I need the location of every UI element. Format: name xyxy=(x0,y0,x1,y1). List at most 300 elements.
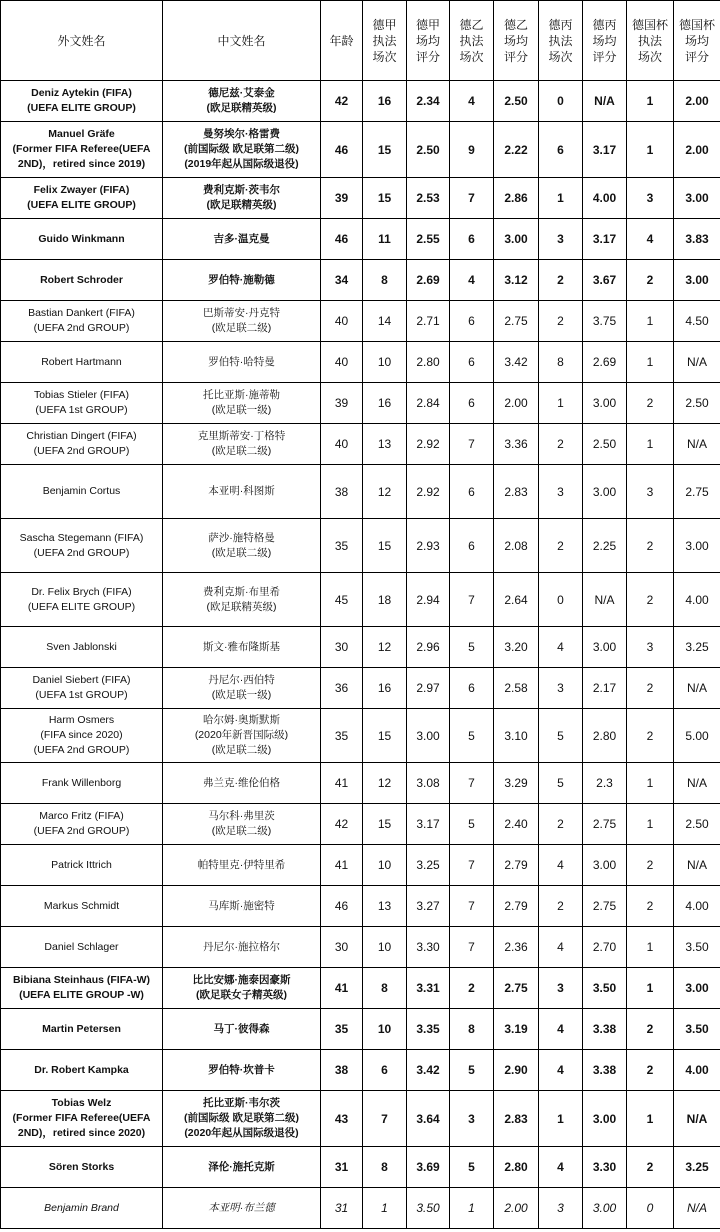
header-3liga-rating: 德丙 场均 评分 xyxy=(583,1,627,81)
cell-chinese-name: 克里斯蒂安·丁格特 (欧足联二级) xyxy=(163,424,321,465)
cell-3liga-rating: 2.70 xyxy=(583,927,627,968)
cell-age: 35 xyxy=(321,1009,363,1050)
header-bundesliga-matches: 德甲 执法 场次 xyxy=(363,1,407,81)
cell-age: 38 xyxy=(321,1050,363,1091)
cell-bundesliga-matches: 12 xyxy=(363,763,407,804)
cell-bundesliga-matches: 12 xyxy=(363,465,407,519)
cell-foreign-name: Felix Zwayer (FIFA) (UEFA ELITE GROUP) xyxy=(1,178,163,219)
cell-foreign-name: Christian Dingert (FIFA) (UEFA 2nd GROUP) xyxy=(1,424,163,465)
cell-age: 39 xyxy=(321,383,363,424)
cell-age: 38 xyxy=(321,465,363,519)
cell-bundesliga-matches: 15 xyxy=(363,709,407,763)
cell-3liga-matches: 3 xyxy=(539,219,583,260)
cell-bundesliga-rating: 3.27 xyxy=(407,886,450,927)
cell-bundesliga-rating: 2.92 xyxy=(407,424,450,465)
cell-2bundesliga-rating: 2.90 xyxy=(494,1050,539,1091)
cell-2bundesliga-matches: 7 xyxy=(450,845,494,886)
cell-2bundesliga-matches: 6 xyxy=(450,668,494,709)
cell-bundesliga-matches: 8 xyxy=(363,260,407,301)
cell-3liga-rating: 3.30 xyxy=(583,1147,627,1188)
cell-chinese-name: 本亚明·科图斯 xyxy=(163,465,321,519)
cell-foreign-name: Harm Osmers (FIFA since 2020) (UEFA 2nd GROUP) xyxy=(1,709,163,763)
cell-dfb-cup-rating: 3.00 xyxy=(674,178,720,219)
header-bundesliga-rating: 德甲 场均 评分 xyxy=(407,1,450,81)
table-row xyxy=(1,927,720,968)
cell-2bundesliga-matches: 7 xyxy=(450,424,494,465)
cell-bundesliga-rating: 3.30 xyxy=(407,927,450,968)
cell-bundesliga-rating: 3.64 xyxy=(407,1091,450,1147)
table-row xyxy=(1,1188,720,1229)
cell-3liga-rating: 3.00 xyxy=(583,1091,627,1147)
cell-3liga-rating: 2.17 xyxy=(583,668,627,709)
table-row xyxy=(1,465,720,519)
cell-dfb-cup-matches: 3 xyxy=(627,465,674,519)
cell-dfb-cup-matches: 2 xyxy=(627,1050,674,1091)
cell-3liga-matches: 2 xyxy=(539,886,583,927)
cell-2bundesliga-rating: 2.64 xyxy=(494,573,539,627)
cell-3liga-matches: 4 xyxy=(539,1009,583,1050)
cell-2bundesliga-rating: 3.19 xyxy=(494,1009,539,1050)
cell-3liga-matches: 3 xyxy=(539,668,583,709)
cell-3liga-matches: 6 xyxy=(539,122,583,178)
cell-dfb-cup-matches: 3 xyxy=(627,178,674,219)
cell-3liga-rating: 2.25 xyxy=(583,519,627,573)
cell-2bundesliga-matches: 7 xyxy=(450,178,494,219)
cell-3liga-rating: N/A xyxy=(583,573,627,627)
cell-dfb-cup-rating: N/A xyxy=(674,1188,720,1229)
cell-foreign-name: Benjamin Cortus xyxy=(1,465,163,519)
cell-3liga-rating: 3.17 xyxy=(583,122,627,178)
cell-dfb-cup-rating: 4.50 xyxy=(674,301,720,342)
cell-2bundesliga-matches: 6 xyxy=(450,301,494,342)
cell-foreign-name: Bibiana Steinhaus (FIFA-W) (UEFA ELITE GROUP -W) xyxy=(1,968,163,1009)
cell-dfb-cup-matches: 2 xyxy=(627,1009,674,1050)
cell-age: 30 xyxy=(321,927,363,968)
cell-dfb-cup-matches: 2 xyxy=(627,709,674,763)
cell-2bundesliga-rating: 2.22 xyxy=(494,122,539,178)
cell-3liga-matches: 2 xyxy=(539,301,583,342)
table-row xyxy=(1,519,720,573)
cell-bundesliga-matches: 10 xyxy=(363,845,407,886)
cell-dfb-cup-matches: 1 xyxy=(627,424,674,465)
table-row xyxy=(1,573,720,627)
cell-age: 35 xyxy=(321,519,363,573)
cell-bundesliga-rating: 3.00 xyxy=(407,709,450,763)
cell-bundesliga-matches: 8 xyxy=(363,968,407,1009)
cell-3liga-rating: 3.38 xyxy=(583,1009,627,1050)
cell-foreign-name: Manuel Gräfe (Former FIFA Referee(UEFA 2ND)，retired since 2019) xyxy=(1,122,163,178)
cell-dfb-cup-rating: 3.25 xyxy=(674,627,720,668)
cell-3liga-rating: 3.00 xyxy=(583,383,627,424)
table-row xyxy=(1,886,720,927)
cell-chinese-name: 曼努埃尔·格雷费 (前国际级 欧足联第二级) (2019年起从国际级退役) xyxy=(163,122,321,178)
cell-bundesliga-matches: 16 xyxy=(363,81,407,122)
cell-3liga-matches: 4 xyxy=(539,845,583,886)
cell-3liga-rating: 2.3 xyxy=(583,763,627,804)
cell-chinese-name: 罗伯特·哈特曼 xyxy=(163,342,321,383)
cell-dfb-cup-matches: 2 xyxy=(627,668,674,709)
cell-dfb-cup-rating: N/A xyxy=(674,763,720,804)
cell-age: 40 xyxy=(321,342,363,383)
cell-dfb-cup-matches: 2 xyxy=(627,886,674,927)
table-row xyxy=(1,845,720,886)
cell-dfb-cup-rating: 2.00 xyxy=(674,122,720,178)
cell-2bundesliga-rating: 2.50 xyxy=(494,81,539,122)
cell-2bundesliga-matches: 5 xyxy=(450,627,494,668)
cell-3liga-matches: 4 xyxy=(539,1050,583,1091)
cell-chinese-name: 罗伯特·坎普卡 xyxy=(163,1050,321,1091)
cell-dfb-cup-rating: 3.00 xyxy=(674,260,720,301)
cell-3liga-rating: 3.38 xyxy=(583,1050,627,1091)
cell-bundesliga-rating: 2.93 xyxy=(407,519,450,573)
cell-bundesliga-matches: 12 xyxy=(363,627,407,668)
cell-bundesliga-matches: 10 xyxy=(363,1009,407,1050)
cell-foreign-name: Daniel Siebert (FIFA) (UEFA 1st GROUP) xyxy=(1,668,163,709)
cell-2bundesliga-rating: 2.80 xyxy=(494,1147,539,1188)
cell-2bundesliga-rating: 2.83 xyxy=(494,465,539,519)
cell-dfb-cup-matches: 2 xyxy=(627,519,674,573)
cell-age: 36 xyxy=(321,668,363,709)
cell-dfb-cup-matches: 1 xyxy=(627,804,674,845)
cell-dfb-cup-rating: 3.50 xyxy=(674,1009,720,1050)
cell-bundesliga-rating: 2.84 xyxy=(407,383,450,424)
header-row xyxy=(1,1,720,81)
cell-dfb-cup-rating: 3.00 xyxy=(674,968,720,1009)
table-row xyxy=(1,342,720,383)
cell-2bundesliga-matches: 8 xyxy=(450,1009,494,1050)
cell-2bundesliga-matches: 7 xyxy=(450,886,494,927)
cell-2bundesliga-matches: 7 xyxy=(450,927,494,968)
cell-chinese-name: 丹尼尔·西伯特 (欧足联一级) xyxy=(163,668,321,709)
table-row xyxy=(1,804,720,845)
cell-foreign-name: Robert Hartmann xyxy=(1,342,163,383)
cell-3liga-matches: 1 xyxy=(539,383,583,424)
cell-2bundesliga-rating: 2.79 xyxy=(494,845,539,886)
cell-dfb-cup-rating: 3.83 xyxy=(674,219,720,260)
table-row xyxy=(1,383,720,424)
cell-3liga-matches: 3 xyxy=(539,465,583,519)
cell-chinese-name: 马尔科·弗里茨 (欧足联二级) xyxy=(163,804,321,845)
cell-bundesliga-matches: 7 xyxy=(363,1091,407,1147)
cell-chinese-name: 萨沙·施特格曼 (欧足联二级) xyxy=(163,519,321,573)
cell-dfb-cup-rating: 2.00 xyxy=(674,81,720,122)
cell-3liga-matches: 5 xyxy=(539,763,583,804)
cell-bundesliga-matches: 13 xyxy=(363,424,407,465)
cell-foreign-name: Frank Willenborg xyxy=(1,763,163,804)
cell-dfb-cup-rating: 2.75 xyxy=(674,465,720,519)
cell-bundesliga-rating: 2.55 xyxy=(407,219,450,260)
cell-foreign-name: Tobias Welz (Former FIFA Referee(UEFA 2ND)，retired since 2020) xyxy=(1,1091,163,1147)
cell-dfb-cup-matches: 2 xyxy=(627,1147,674,1188)
header-chinese-name: 中文姓名 xyxy=(163,1,321,81)
cell-foreign-name: Sascha Stegemann (FIFA) (UEFA 2nd GROUP) xyxy=(1,519,163,573)
cell-3liga-rating: 3.00 xyxy=(583,465,627,519)
cell-age: 34 xyxy=(321,260,363,301)
cell-bundesliga-rating: 2.92 xyxy=(407,465,450,519)
cell-2bundesliga-matches: 6 xyxy=(450,219,494,260)
cell-dfb-cup-rating: 4.00 xyxy=(674,573,720,627)
cell-dfb-cup-matches: 1 xyxy=(627,1091,674,1147)
cell-chinese-name: 比比安娜·施泰因豪斯 (欧足联女子精英级) xyxy=(163,968,321,1009)
cell-2bundesliga-matches: 1 xyxy=(450,1188,494,1229)
cell-2bundesliga-matches: 4 xyxy=(450,260,494,301)
header-2bundesliga-rating: 德乙 场均 评分 xyxy=(494,1,539,81)
table-row xyxy=(1,1091,720,1147)
cell-3liga-matches: 0 xyxy=(539,81,583,122)
cell-dfb-cup-matches: 1 xyxy=(627,763,674,804)
cell-3liga-matches: 4 xyxy=(539,927,583,968)
cell-2bundesliga-matches: 5 xyxy=(450,709,494,763)
table-row xyxy=(1,219,720,260)
cell-age: 41 xyxy=(321,763,363,804)
cell-2bundesliga-rating: 3.10 xyxy=(494,709,539,763)
table-row xyxy=(1,763,720,804)
table-row xyxy=(1,81,720,122)
cell-dfb-cup-rating: 2.50 xyxy=(674,804,720,845)
cell-chinese-name: 斯文·雅布隆斯基 xyxy=(163,627,321,668)
cell-age: 31 xyxy=(321,1188,363,1229)
cell-2bundesliga-rating: 2.75 xyxy=(494,301,539,342)
cell-bundesliga-rating: 2.53 xyxy=(407,178,450,219)
cell-dfb-cup-matches: 3 xyxy=(627,627,674,668)
cell-age: 45 xyxy=(321,573,363,627)
cell-3liga-rating: 3.00 xyxy=(583,627,627,668)
cell-dfb-cup-matches: 4 xyxy=(627,219,674,260)
cell-age: 40 xyxy=(321,301,363,342)
cell-3liga-rating: 2.69 xyxy=(583,342,627,383)
cell-foreign-name: Markus Schmidt xyxy=(1,886,163,927)
cell-bundesliga-rating: 2.50 xyxy=(407,122,450,178)
cell-3liga-matches: 4 xyxy=(539,1147,583,1188)
table-row xyxy=(1,260,720,301)
cell-dfb-cup-rating: 3.00 xyxy=(674,519,720,573)
cell-bundesliga-rating: 3.69 xyxy=(407,1147,450,1188)
cell-2bundesliga-matches: 7 xyxy=(450,573,494,627)
table-row xyxy=(1,1009,720,1050)
cell-dfb-cup-matches: 2 xyxy=(627,845,674,886)
cell-foreign-name: Benjamin Brand xyxy=(1,1188,163,1229)
cell-2bundesliga-rating: 3.42 xyxy=(494,342,539,383)
cell-2bundesliga-rating: 2.00 xyxy=(494,1188,539,1229)
cell-3liga-rating: N/A xyxy=(583,81,627,122)
cell-2bundesliga-rating: 2.79 xyxy=(494,886,539,927)
cell-dfb-cup-rating: N/A xyxy=(674,342,720,383)
cell-chinese-name: 托比亚斯·施蒂勒 (欧足联一级) xyxy=(163,383,321,424)
cell-foreign-name: Sven Jablonski xyxy=(1,627,163,668)
cell-dfb-cup-rating: 3.50 xyxy=(674,927,720,968)
cell-age: 31 xyxy=(321,1147,363,1188)
cell-2bundesliga-rating: 3.36 xyxy=(494,424,539,465)
cell-3liga-rating: 3.17 xyxy=(583,219,627,260)
cell-3liga-matches: 1 xyxy=(539,178,583,219)
cell-2bundesliga-matches: 3 xyxy=(450,1091,494,1147)
cell-dfb-cup-matches: 1 xyxy=(627,122,674,178)
cell-age: 42 xyxy=(321,804,363,845)
cell-age: 42 xyxy=(321,81,363,122)
table-row xyxy=(1,1147,720,1188)
cell-2bundesliga-rating: 2.58 xyxy=(494,668,539,709)
cell-dfb-cup-matches: 1 xyxy=(627,968,674,1009)
cell-dfb-cup-matches: 0 xyxy=(627,1188,674,1229)
table-row xyxy=(1,968,720,1009)
cell-2bundesliga-rating: 3.00 xyxy=(494,219,539,260)
cell-bundesliga-rating: 2.94 xyxy=(407,573,450,627)
cell-2bundesliga-matches: 2 xyxy=(450,968,494,1009)
cell-chinese-name: 帕特里克·伊特里希 xyxy=(163,845,321,886)
cell-2bundesliga-matches: 5 xyxy=(450,804,494,845)
cell-bundesliga-matches: 13 xyxy=(363,886,407,927)
cell-foreign-name: Daniel Schlager xyxy=(1,927,163,968)
cell-bundesliga-rating: 2.34 xyxy=(407,81,450,122)
cell-chinese-name: 弗兰克·维伦伯格 xyxy=(163,763,321,804)
cell-chinese-name: 本亚明·布兰德 xyxy=(163,1188,321,1229)
cell-dfb-cup-rating: N/A xyxy=(674,668,720,709)
cell-dfb-cup-matches: 1 xyxy=(627,342,674,383)
cell-dfb-cup-matches: 2 xyxy=(627,573,674,627)
cell-dfb-cup-matches: 2 xyxy=(627,260,674,301)
cell-age: 35 xyxy=(321,709,363,763)
cell-bundesliga-rating: 3.35 xyxy=(407,1009,450,1050)
cell-3liga-rating: 3.00 xyxy=(583,845,627,886)
cell-chinese-name: 丹尼尔·施拉格尔 xyxy=(163,927,321,968)
cell-foreign-name: Martin Petersen xyxy=(1,1009,163,1050)
cell-foreign-name: Bastian Dankert (FIFA) (UEFA 2nd GROUP) xyxy=(1,301,163,342)
cell-bundesliga-rating: 2.80 xyxy=(407,342,450,383)
cell-bundesliga-matches: 16 xyxy=(363,383,407,424)
cell-foreign-name: Robert Schroder xyxy=(1,260,163,301)
cell-dfb-cup-rating: 4.00 xyxy=(674,1050,720,1091)
cell-foreign-name: Sören Storks xyxy=(1,1147,163,1188)
cell-2bundesliga-rating: 3.29 xyxy=(494,763,539,804)
table-row xyxy=(1,122,720,178)
cell-chinese-name: 吉多·温克曼 xyxy=(163,219,321,260)
cell-2bundesliga-matches: 7 xyxy=(450,763,494,804)
cell-3liga-matches: 2 xyxy=(539,424,583,465)
cell-bundesliga-rating: 3.50 xyxy=(407,1188,450,1229)
cell-bundesliga-rating: 2.71 xyxy=(407,301,450,342)
cell-bundesliga-rating: 2.69 xyxy=(407,260,450,301)
cell-3liga-matches: 2 xyxy=(539,804,583,845)
cell-age: 46 xyxy=(321,122,363,178)
cell-bundesliga-matches: 1 xyxy=(363,1188,407,1229)
cell-dfb-cup-rating: N/A xyxy=(674,1091,720,1147)
table-row xyxy=(1,178,720,219)
cell-dfb-cup-rating: N/A xyxy=(674,845,720,886)
cell-2bundesliga-rating: 3.12 xyxy=(494,260,539,301)
cell-3liga-matches: 0 xyxy=(539,573,583,627)
cell-3liga-matches: 8 xyxy=(539,342,583,383)
cell-2bundesliga-matches: 6 xyxy=(450,383,494,424)
cell-age: 41 xyxy=(321,968,363,1009)
header-age: 年龄 xyxy=(321,1,363,81)
cell-age: 39 xyxy=(321,178,363,219)
cell-2bundesliga-rating: 3.20 xyxy=(494,627,539,668)
header-2bundesliga-matches: 德乙 执法 场次 xyxy=(450,1,494,81)
cell-chinese-name: 巴斯蒂安·丹克特 (欧足联二级) xyxy=(163,301,321,342)
cell-age: 43 xyxy=(321,1091,363,1147)
cell-age: 46 xyxy=(321,219,363,260)
cell-2bundesliga-matches: 6 xyxy=(450,465,494,519)
cell-3liga-rating: 2.80 xyxy=(583,709,627,763)
cell-dfb-cup-matches: 1 xyxy=(627,301,674,342)
cell-3liga-rating: 2.75 xyxy=(583,804,627,845)
cell-chinese-name: 罗伯特·施勒德 xyxy=(163,260,321,301)
cell-age: 30 xyxy=(321,627,363,668)
table-row xyxy=(1,627,720,668)
cell-chinese-name: 费利克斯·茨韦尔 (欧足联精英级) xyxy=(163,178,321,219)
cell-dfb-cup-rating: 2.50 xyxy=(674,383,720,424)
header-dfb-cup-rating: 德国杯 场均 评分 xyxy=(674,1,720,81)
cell-dfb-cup-matches: 1 xyxy=(627,81,674,122)
cell-3liga-rating: 3.00 xyxy=(583,1188,627,1229)
cell-bundesliga-matches: 11 xyxy=(363,219,407,260)
cell-bundesliga-matches: 15 xyxy=(363,519,407,573)
table-row xyxy=(1,1050,720,1091)
cell-chinese-name: 哈尔姆·奥斯默斯 (2020年新晋国际级) (欧足联二级) xyxy=(163,709,321,763)
cell-2bundesliga-matches: 6 xyxy=(450,342,494,383)
table-row xyxy=(1,301,720,342)
table-row xyxy=(1,424,720,465)
cell-chinese-name: 马丁·彼得森 xyxy=(163,1009,321,1050)
cell-dfb-cup-matches: 2 xyxy=(627,383,674,424)
cell-2bundesliga-matches: 5 xyxy=(450,1147,494,1188)
cell-2bundesliga-rating: 2.36 xyxy=(494,927,539,968)
table-row xyxy=(1,709,720,763)
cell-bundesliga-rating: 3.31 xyxy=(407,968,450,1009)
cell-bundesliga-matches: 14 xyxy=(363,301,407,342)
cell-bundesliga-rating: 2.96 xyxy=(407,627,450,668)
cell-3liga-rating: 3.50 xyxy=(583,968,627,1009)
cell-bundesliga-matches: 10 xyxy=(363,927,407,968)
cell-foreign-name: Tobias Stieler (FIFA) (UEFA 1st GROUP) xyxy=(1,383,163,424)
cell-3liga-matches: 3 xyxy=(539,968,583,1009)
cell-3liga-rating: 4.00 xyxy=(583,178,627,219)
cell-2bundesliga-matches: 4 xyxy=(450,81,494,122)
cell-foreign-name: Guido Winkmann xyxy=(1,219,163,260)
cell-foreign-name: Patrick Ittrich xyxy=(1,845,163,886)
cell-age: 41 xyxy=(321,845,363,886)
cell-2bundesliga-rating: 2.08 xyxy=(494,519,539,573)
cell-bundesliga-matches: 8 xyxy=(363,1147,407,1188)
header-dfb-cup-matches: 德国杯 执法 场次 xyxy=(627,1,674,81)
cell-bundesliga-matches: 18 xyxy=(363,573,407,627)
cell-foreign-name: Dr. Robert Kampka xyxy=(1,1050,163,1091)
cell-bundesliga-matches: 15 xyxy=(363,178,407,219)
cell-chinese-name: 泽伦·施托克斯 xyxy=(163,1147,321,1188)
cell-foreign-name: Deniz Aytekin (FIFA) (UEFA ELITE GROUP) xyxy=(1,81,163,122)
cell-bundesliga-rating: 3.17 xyxy=(407,804,450,845)
cell-dfb-cup-rating: 5.00 xyxy=(674,709,720,763)
header-3liga-matches: 德丙 执法 场次 xyxy=(539,1,583,81)
cell-2bundesliga-matches: 9 xyxy=(450,122,494,178)
cell-2bundesliga-rating: 2.86 xyxy=(494,178,539,219)
cell-2bundesliga-rating: 2.75 xyxy=(494,968,539,1009)
cell-bundesliga-rating: 3.25 xyxy=(407,845,450,886)
cell-age: 46 xyxy=(321,886,363,927)
cell-2bundesliga-matches: 5 xyxy=(450,1050,494,1091)
cell-foreign-name: Marco Fritz (FIFA) (UEFA 2nd GROUP) xyxy=(1,804,163,845)
cell-bundesliga-rating: 2.97 xyxy=(407,668,450,709)
cell-3liga-rating: 2.75 xyxy=(583,886,627,927)
cell-3liga-matches: 2 xyxy=(539,260,583,301)
cell-2bundesliga-rating: 2.00 xyxy=(494,383,539,424)
cell-2bundesliga-rating: 2.40 xyxy=(494,804,539,845)
cell-chinese-name: 托比亚斯·韦尔茨 (前国际级 欧足联第二级) (2020年起从国际级退役) xyxy=(163,1091,321,1147)
cell-bundesliga-matches: 15 xyxy=(363,804,407,845)
cell-bundesliga-matches: 15 xyxy=(363,122,407,178)
cell-chinese-name: 德尼兹·艾泰金 (欧足联精英级) xyxy=(163,81,321,122)
cell-3liga-matches: 1 xyxy=(539,1091,583,1147)
